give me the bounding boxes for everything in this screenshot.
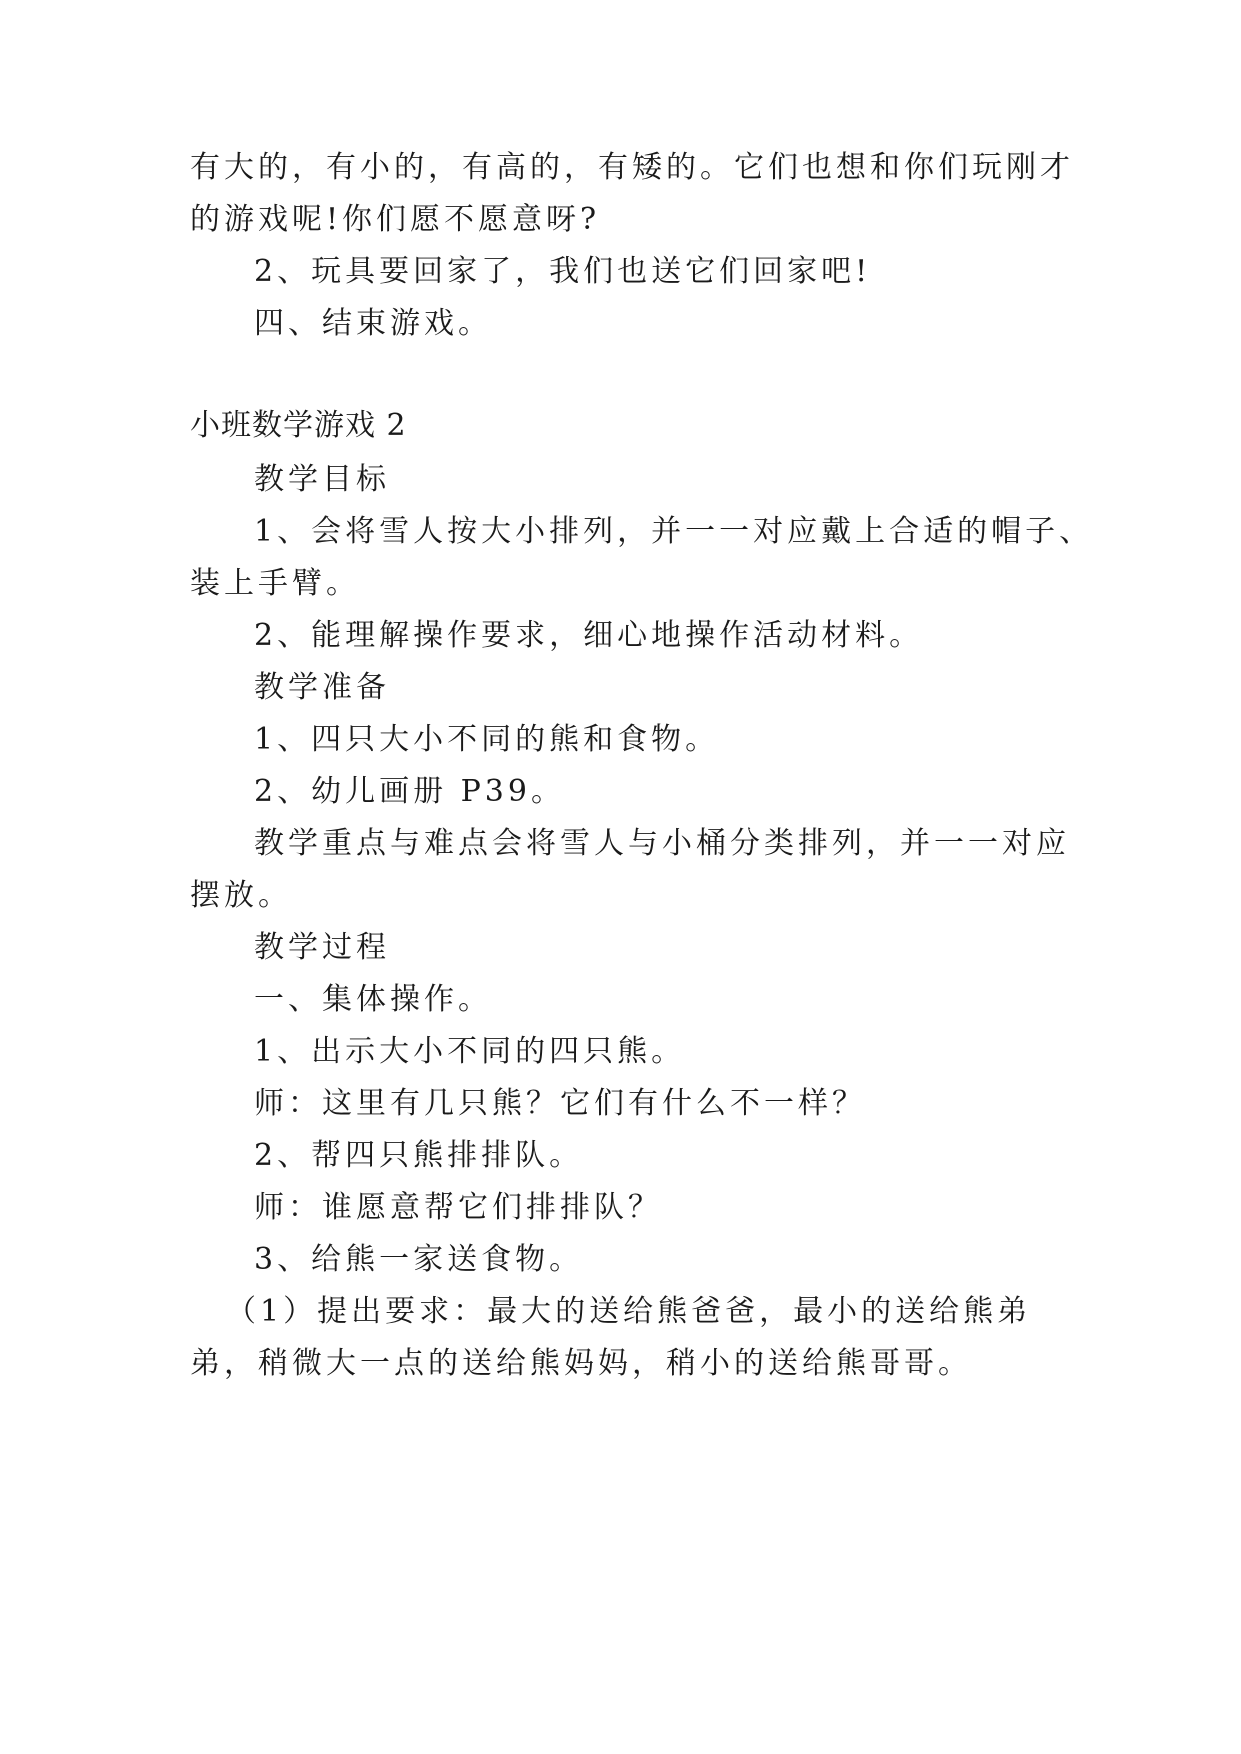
paragraph-line: 摆放。 — [190, 878, 292, 913]
paragraph-line: 1、会将雪人按大小排列，并一一对应戴上合适的帽子、 — [254, 514, 1094, 549]
subheading: 教学目标 — [254, 462, 390, 497]
paragraph-line: 1、四只大小不同的熊和食物。 — [254, 722, 720, 757]
paragraph-line: 师：这里有几只熊？它们有什么不一样？ — [254, 1086, 866, 1121]
paragraph-line: 2、玩具要回家了，我们也送它们回家吧! — [254, 254, 872, 289]
paragraph-line: 有大的，有小的，有高的，有矮的。它们也想和你们玩刚才 — [190, 150, 1074, 185]
section-title: 小班数学游戏 2 — [190, 408, 407, 443]
paragraph-line: 3、给熊一家送食物。 — [254, 1242, 584, 1277]
paragraph-line: （1）提出要求：最大的送给熊爸爸，最小的送给熊弟 — [226, 1294, 1032, 1329]
paragraph-line: 2、帮四只熊排排队。 — [254, 1138, 584, 1173]
paragraph-line: 弟，稍微大一点的送给熊妈妈，稍小的送给熊哥哥。 — [190, 1346, 972, 1381]
subheading: 教学过程 — [254, 930, 390, 965]
paragraph-line: 四、结束游戏。 — [254, 306, 492, 341]
paragraph-line: 2、能理解操作要求，细心地操作活动材料。 — [254, 618, 924, 653]
subheading: 教学准备 — [254, 670, 390, 705]
paragraph-line: 的游戏呢!你们愿不愿意呀? — [190, 202, 601, 237]
paragraph-line: 教学重点与难点会将雪人与小桶分类排列，并一一对应 — [254, 826, 1070, 861]
paragraph-line: 装上手臂。 — [190, 566, 360, 601]
paragraph-line: 师：谁愿意帮它们排排队？ — [254, 1190, 662, 1225]
paragraph-line: 一、集体操作。 — [254, 982, 492, 1017]
paragraph-line: 1、出示大小不同的四只熊。 — [254, 1034, 686, 1069]
paragraph-line: 2、幼儿画册 P39。 — [254, 774, 565, 809]
